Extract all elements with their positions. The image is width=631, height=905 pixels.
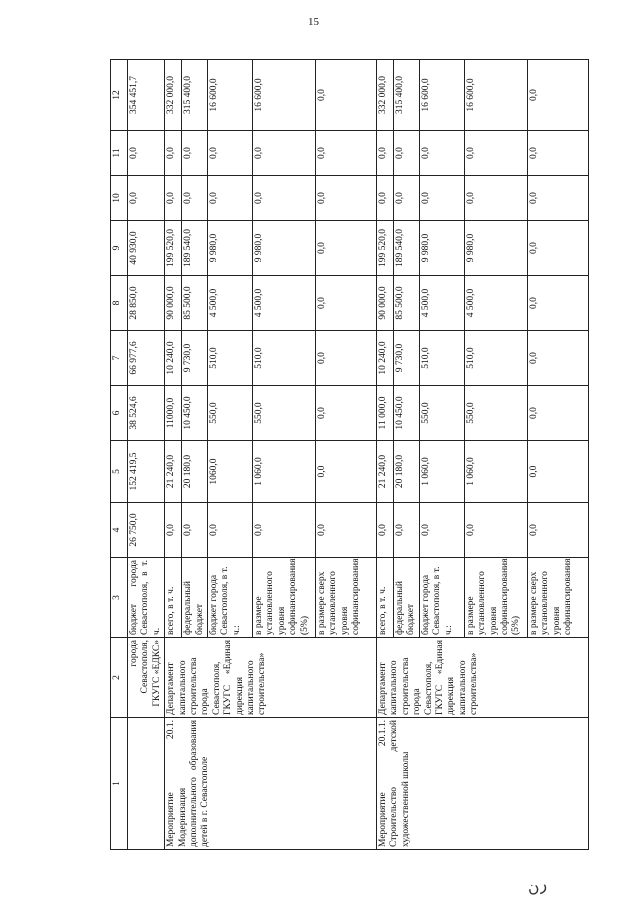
source-cell: в размере сверх установленного уровня софинансирования — [527, 558, 588, 638]
value-cell: 10 240,0 — [376, 331, 393, 386]
value-cell: 199 520,0 — [376, 221, 393, 276]
value-cell: 0,0 — [464, 131, 527, 176]
source-cell: бюджет города Севастополя, в т. ч. — [128, 558, 165, 638]
value-cell: 90 000,0 — [376, 276, 393, 331]
value-cell: 0,0 — [376, 503, 393, 558]
value-cell: 16 600,0 — [464, 60, 527, 131]
value-cell: 0,0 — [207, 131, 252, 176]
value-cell: 189 540,0 — [393, 221, 419, 276]
responsible-cell: города Севастополя, ГКУГС «ЕДКС» — [128, 638, 165, 718]
value-cell: 0,0 — [252, 503, 315, 558]
value-cell: 0,0 — [527, 131, 588, 176]
value-cell: 0,0 — [419, 503, 464, 558]
value-cell: 9 980,0 — [207, 221, 252, 276]
value-cell: 1060,0 — [207, 441, 252, 503]
value-cell: 1 060,0 — [464, 441, 527, 503]
source-cell: в размере установленного уровня софинансирования (5%) — [252, 558, 315, 638]
source-cell: всего, в т. ч. — [376, 558, 393, 638]
responsible-cell: Департамент капитального строительства города Севастополя, ГКУГС «Единая дирекция капитального строительства» — [165, 638, 377, 718]
value-cell: 550,0 — [464, 386, 527, 441]
source-cell: в размере установленного уровня софинансирования (5%) — [464, 558, 527, 638]
column-header: 6 — [111, 386, 128, 441]
column-header: 9 — [111, 221, 128, 276]
value-cell: 0,0 — [419, 131, 464, 176]
value-cell: 510,0 — [419, 331, 464, 386]
value-cell: 1 060,0 — [252, 441, 315, 503]
source-cell: всего, в т. ч. — [165, 558, 182, 638]
handwritten-mark: ﺭﻥ — [525, 875, 549, 898]
value-cell: 0,0 — [315, 503, 376, 558]
value-cell: 0,0 — [527, 60, 588, 131]
value-cell: 26 750,0 — [128, 503, 165, 558]
value-cell: 0,0 — [393, 176, 419, 221]
value-cell: 85 500,0 — [182, 276, 208, 331]
value-cell: 4 500,0 — [252, 276, 315, 331]
value-cell: 0,0 — [165, 503, 182, 558]
value-cell: 0,0 — [315, 441, 376, 503]
value-cell: 21 240,0 — [376, 441, 393, 503]
value-cell: 0,0 — [527, 503, 588, 558]
event-cell — [128, 718, 165, 850]
value-cell: 0,0 — [527, 221, 588, 276]
value-cell: 510,0 — [207, 331, 252, 386]
value-cell: 20 180,0 — [393, 441, 419, 503]
value-cell: 11 000,0 — [376, 386, 393, 441]
value-cell: 510,0 — [464, 331, 527, 386]
value-cell: 0,0 — [252, 176, 315, 221]
value-cell: 16 600,0 — [252, 60, 315, 131]
value-cell: 0,0 — [315, 131, 376, 176]
value-cell: 10 240,0 — [165, 331, 182, 386]
value-cell: 0,0 — [165, 131, 182, 176]
value-cell: 16 600,0 — [207, 60, 252, 131]
table-row — [128, 60, 165, 850]
column-header: 7 — [111, 331, 128, 386]
value-cell: 0,0 — [315, 60, 376, 131]
value-cell: 315 400,0 — [182, 60, 208, 131]
column-header: 8 — [111, 276, 128, 331]
value-cell: 550,0 — [252, 386, 315, 441]
value-cell: 315 400,0 — [393, 60, 419, 131]
value-cell: 550,0 — [419, 386, 464, 441]
value-cell: 4 500,0 — [419, 276, 464, 331]
budget-table — [110, 59, 589, 850]
value-cell: 0,0 — [419, 176, 464, 221]
value-cell: 0,0 — [315, 276, 376, 331]
responsible-cell: Департамент капитального строительства города Севастополя, ГКУГС «Единая дирекция капитального строительства» — [376, 638, 588, 718]
value-cell: 0,0 — [165, 176, 182, 221]
value-cell: 9 980,0 — [464, 221, 527, 276]
column-header: 4 — [111, 503, 128, 558]
value-cell: 4 500,0 — [207, 276, 252, 331]
value-cell: 354 451,7 — [128, 60, 165, 131]
value-cell: 9 730,0 — [393, 331, 419, 386]
value-cell: 152 419,5 — [128, 441, 165, 503]
value-cell: 9 980,0 — [252, 221, 315, 276]
page-number: 15 — [308, 16, 319, 28]
column-header: 1 — [111, 718, 128, 850]
value-cell: 0,0 — [376, 176, 393, 221]
value-cell: 0,0 — [207, 176, 252, 221]
value-cell: 4 500,0 — [464, 276, 527, 331]
value-cell: 10 450,0 — [182, 386, 208, 441]
value-cell: 0,0 — [527, 276, 588, 331]
value-cell: 0,0 — [207, 503, 252, 558]
value-cell: 0,0 — [464, 503, 527, 558]
value-cell: 0,0 — [527, 386, 588, 441]
source-cell: федеральный бюджет — [393, 558, 419, 638]
value-cell: 0,0 — [182, 176, 208, 221]
value-cell: 21 240,0 — [165, 441, 182, 503]
value-cell: 0,0 — [128, 131, 165, 176]
value-cell: 1 060,0 — [419, 441, 464, 503]
value-cell: 85 500,0 — [393, 276, 419, 331]
value-cell: 9 980,0 — [419, 221, 464, 276]
value-cell: 189 540,0 — [182, 221, 208, 276]
source-cell: бюджет города Севастополя, в т. ч.: — [207, 558, 252, 638]
value-cell: 20 180,0 — [182, 441, 208, 503]
value-cell: 332 000,0 — [376, 60, 393, 131]
value-cell: 0,0 — [527, 441, 588, 503]
value-cell: 0,0 — [527, 331, 588, 386]
value-cell: 0,0 — [393, 131, 419, 176]
value-cell: 10 450,0 — [393, 386, 419, 441]
value-cell: 28 850,0 — [128, 276, 165, 331]
value-cell: 40 930,0 — [128, 221, 165, 276]
value-cell: 11000,0 — [165, 386, 182, 441]
column-header: 11 — [111, 131, 128, 176]
value-cell: 38 524,6 — [128, 386, 165, 441]
value-cell: 0,0 — [315, 386, 376, 441]
source-cell: федеральный бюджет — [182, 558, 208, 638]
rotated-table-wrapper — [110, 60, 630, 850]
value-cell: 510,0 — [252, 331, 315, 386]
column-header: 2 — [111, 638, 128, 718]
table-row — [165, 60, 182, 850]
column-header: 12 — [111, 60, 128, 131]
value-cell: 0,0 — [128, 176, 165, 221]
event-cell: Мероприятие 20.1.1. Строительство детской художественной школы — [376, 718, 588, 850]
value-cell: 9 730,0 — [182, 331, 208, 386]
value-cell: 550,0 — [207, 386, 252, 441]
value-cell: 0,0 — [315, 176, 376, 221]
value-cell: 0,0 — [182, 503, 208, 558]
column-header: 10 — [111, 176, 128, 221]
value-cell: 0,0 — [315, 331, 376, 386]
value-cell: 90 000,0 — [165, 276, 182, 331]
table-row — [376, 60, 393, 850]
value-cell: 0,0 — [393, 503, 419, 558]
value-cell: 0,0 — [376, 131, 393, 176]
event-cell: Мероприятие 20.1. Модернизация дополнительного образования детей в г. Севастополе — [165, 718, 377, 850]
value-cell: 0,0 — [182, 131, 208, 176]
column-header: 3 — [111, 558, 128, 638]
source-cell: в размере сверх установленного уровня софинансирования — [315, 558, 376, 638]
value-cell: 0,0 — [252, 131, 315, 176]
column-header: 5 — [111, 441, 128, 503]
value-cell: 0,0 — [315, 221, 376, 276]
header-row — [111, 60, 128, 850]
source-cell: бюджет города Севастополя, в т. ч.: — [419, 558, 464, 638]
value-cell: 0,0 — [464, 176, 527, 221]
value-cell: 199 520,0 — [165, 221, 182, 276]
value-cell: 66 977,6 — [128, 331, 165, 386]
value-cell: 16 600,0 — [419, 60, 464, 131]
value-cell: 332 000,0 — [165, 60, 182, 131]
value-cell: 0,0 — [527, 176, 588, 221]
